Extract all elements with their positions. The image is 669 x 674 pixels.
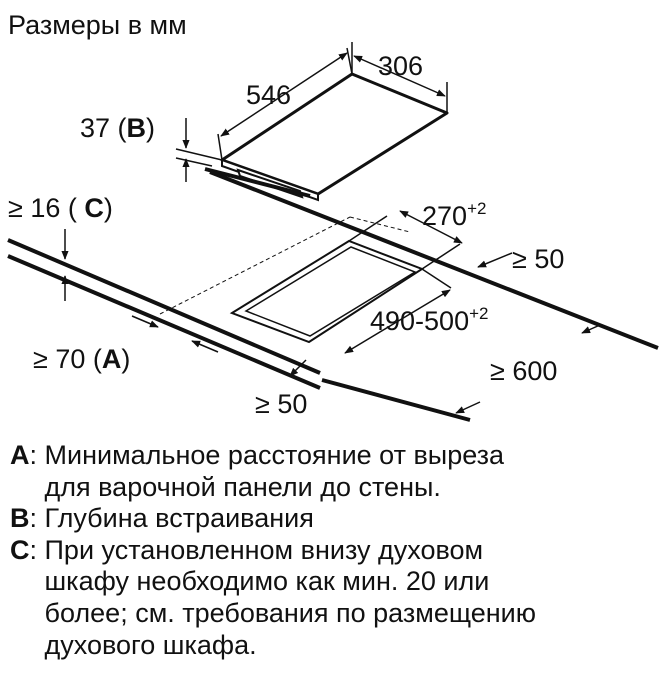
legend-key: C <box>10 534 30 565</box>
cutout-depth-label: $490-500^{+2}$ <box>370 304 489 336</box>
counter-thickness-label: ≥ 16 ( C) <box>8 193 113 223</box>
cutout-width-label: $270^{+2}$ <box>422 199 487 231</box>
counter-depth-label: ≥ 600 <box>490 356 558 386</box>
side-clearance-label: ≥ 50 <box>512 244 565 274</box>
hob-depth-label: 546 <box>246 80 292 110</box>
hob-drawing <box>205 74 447 200</box>
hob-height-ext-bottom <box>176 158 212 166</box>
legend-key: B <box>10 503 30 534</box>
rear-clearance-label: ≥ 70 (A) <box>33 344 131 374</box>
legend-entry-c: C : При установленном внизу духовом шкафу необходимо как мин. 20 или более; см. требования по размещению духового шкафа. <box>10 535 660 661</box>
counter-depth-arrow-top <box>582 325 600 333</box>
legend <box>10 440 660 661</box>
countertop-front-edge-continued <box>322 380 470 420</box>
hob-height-label: 37 (B) <box>80 113 156 143</box>
hob-depth-ext-left <box>218 134 222 160</box>
legend-text: Минимальное расстояние от выреза для варочной панели до стены. <box>44 440 505 502</box>
counter-depth-arrow-bottom <box>456 402 480 413</box>
cutout-depth-ext <box>422 269 451 288</box>
legend-text: При установленном внизу духовом шкафу необходимо как мин. 20 или более; см. требования по размещению духового шкафа. <box>44 534 536 660</box>
hob-height-ext-top <box>176 149 222 160</box>
front-clearance-label: ≥ 50 <box>255 389 308 419</box>
hob-width-label: 306 <box>378 51 424 81</box>
side-clearance-arrow <box>478 253 512 267</box>
page-title: Размеры в мм <box>8 10 187 40</box>
legend-entry-a: A : Минимальное расстояние от выреза для варочной панели до стены. <box>10 440 660 503</box>
legend-text: Глубина встраивания <box>44 503 314 534</box>
legend-key: A <box>10 440 30 470</box>
legend-entry-b: B : Глубина встраивания <box>10 503 660 535</box>
